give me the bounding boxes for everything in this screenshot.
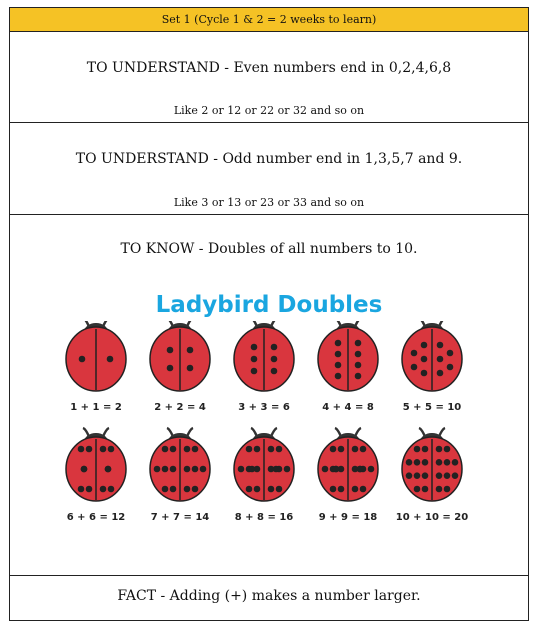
ladybird-spot [192,446,199,453]
ladybird-8 [234,428,294,523]
ladybird-spot [355,373,362,380]
fact-text: FACT - Adding (+) makes a number larger. [117,588,421,604]
ladybird-doubles-title: Ladybird Doubles [155,292,383,318]
ladybird-spot [162,486,169,493]
ladybird-spot [444,486,451,493]
ladybird-9 [318,428,378,523]
ladybird-7 [150,428,210,523]
ladybird-spot [192,486,199,493]
ladybird-spot [335,373,342,380]
ladybird-spot [447,364,454,371]
ladybird-spot [100,446,107,453]
ladybird-spot [162,466,169,473]
ladybird-spot [422,486,429,493]
ladybird-spot [330,446,337,453]
ladybird-spot [414,472,421,479]
ladybird-3 [234,321,294,413]
ladybird-spot [254,486,261,493]
ladybird-spot [167,347,174,354]
ladybird-spot [100,486,107,493]
ladybird-spot [357,466,364,473]
fact-row [10,576,528,622]
set-header [10,8,528,32]
ladybird-spot [254,446,261,453]
ladybird-spot [249,466,256,473]
ladybird-spot [437,356,444,363]
ladybird-spot [192,466,199,473]
ladybird-spot [154,466,161,473]
ladybird-spot [238,466,245,473]
ladybird-spot [284,466,291,473]
ladybird-spot [421,356,428,363]
odd-rule: TO UNDERSTAND - Odd number end in 1,3,5,7 and 9. [75,151,463,167]
doubles-caption: 2 + 2 = 4 [154,402,206,413]
worksheet-table [9,7,529,621]
ladybird-10 [396,428,468,523]
ladybird-6 [66,428,126,523]
doubles-caption: 10 + 10 = 20 [395,512,469,523]
doubles-caption: 7 + 7 = 14 [150,512,210,523]
ladybird-spot [436,472,443,479]
ladybird-spot [436,446,443,453]
ladybird-spot [335,340,342,347]
ladybird-spot [406,472,413,479]
ladybird-spot [335,351,342,358]
ladybird-spot [170,486,177,493]
ladybird-2 [150,321,210,413]
even-example: Like 2 or 12 or 22 or 32 and so on [173,104,365,117]
ladybird-spot [170,446,177,453]
ladybird-spot [184,446,191,453]
ladybird-spot [421,342,428,349]
ladybird-spot [421,370,428,377]
ladybird-spot [414,459,421,466]
ladybird-spot [251,368,258,375]
ladybird-spot [422,472,429,479]
ladybird-spot [167,365,174,372]
ladybird-spot [108,486,115,493]
ladybird-spot [276,446,283,453]
even-numbers-row [10,32,528,123]
ladybird-spot [251,344,258,351]
doubles-row [10,215,528,576]
ladybird-4 [318,321,378,413]
ladybird-spot [436,459,443,466]
ladybird-spot [406,459,413,466]
ladybird-spot [78,486,85,493]
ladybird-spot [86,486,93,493]
doubles-caption: 8 + 8 = 16 [234,512,294,523]
ladybird-spot [184,466,191,473]
ladybird-spot [444,459,451,466]
ladybird-spot [444,446,451,453]
odd-numbers-row [10,123,528,215]
ladybird-spot [108,446,115,453]
doubles-caption: 6 + 6 = 12 [66,512,126,523]
ladybird-spot [273,466,280,473]
ladybird-grid [65,321,485,551]
ladybird-spot [184,486,191,493]
ladybird-spot [422,446,429,453]
ladybird-spot [368,466,375,473]
ladybird-spot [86,446,93,453]
ladybird-spot [268,446,275,453]
ladybird-spot [447,350,454,357]
ladybird-spot [352,446,359,453]
ladybird-spot [437,342,444,349]
ladybird-spot [338,446,345,453]
ladybird-spot [444,472,451,479]
doubles-caption: 1 + 1 = 2 [70,402,122,413]
ladybird-spot [271,356,278,363]
ladybird-spot [268,486,275,493]
ladybird-spot [360,486,367,493]
ladybird-spot [107,356,114,363]
ladybird-spot [105,466,112,473]
ladybird-spot [322,466,329,473]
ladybird-spot [330,486,337,493]
ladybird-spot [187,347,194,354]
ladybird-spot [162,446,169,453]
ladybird-spot [333,466,340,473]
ladybird-spot [422,459,429,466]
ladybird-spot [452,459,459,466]
set-title: Set 1 (Cycle 1 & 2 = 2 weeks to learn) [161,13,377,26]
ladybird-spot [170,466,177,473]
ladybird-spot [271,344,278,351]
ladybird-spot [79,356,86,363]
ladybird-spot [355,351,362,358]
ladybird-spot [414,446,421,453]
ladybird-spot [246,486,253,493]
ladybird-spot [355,362,362,369]
ladybird-spot [338,486,345,493]
ladybird-spot [352,486,359,493]
doubles-caption: 4 + 4 = 8 [322,402,374,413]
doubles-caption: 3 + 3 = 6 [238,402,290,413]
ladybird-spot [411,364,418,371]
ladybird-spot [335,362,342,369]
ladybird-spot [276,486,283,493]
doubles-caption: 5 + 5 = 10 [402,402,462,413]
odd-example: Like 3 or 13 or 23 or 33 and so on [173,196,365,209]
ladybird-spot [251,356,258,363]
ladybird-spot [437,370,444,377]
ladybird-spot [360,446,367,453]
ladybird-spot [187,365,194,372]
ladybird-spot [78,446,85,453]
ladybird-spot [200,466,207,473]
doubles-caption: 9 + 9 = 18 [318,512,378,523]
ladybird-spot [452,472,459,479]
ladybird-spot [414,486,421,493]
ladybird-5 [402,321,462,413]
even-rule: TO UNDERSTAND - Even numbers end in 0,2,4,6,8 [86,60,452,76]
ladybird-spot [411,350,418,357]
ladybird-1 [66,321,126,413]
ladybird-spot [271,368,278,375]
doubles-rule: TO KNOW - Doubles of all numbers to 10. [120,241,418,257]
ladybird-spot [436,486,443,493]
ladybird-spot [246,446,253,453]
ladybird-spot [81,466,88,473]
ladybird-spot [355,340,362,347]
